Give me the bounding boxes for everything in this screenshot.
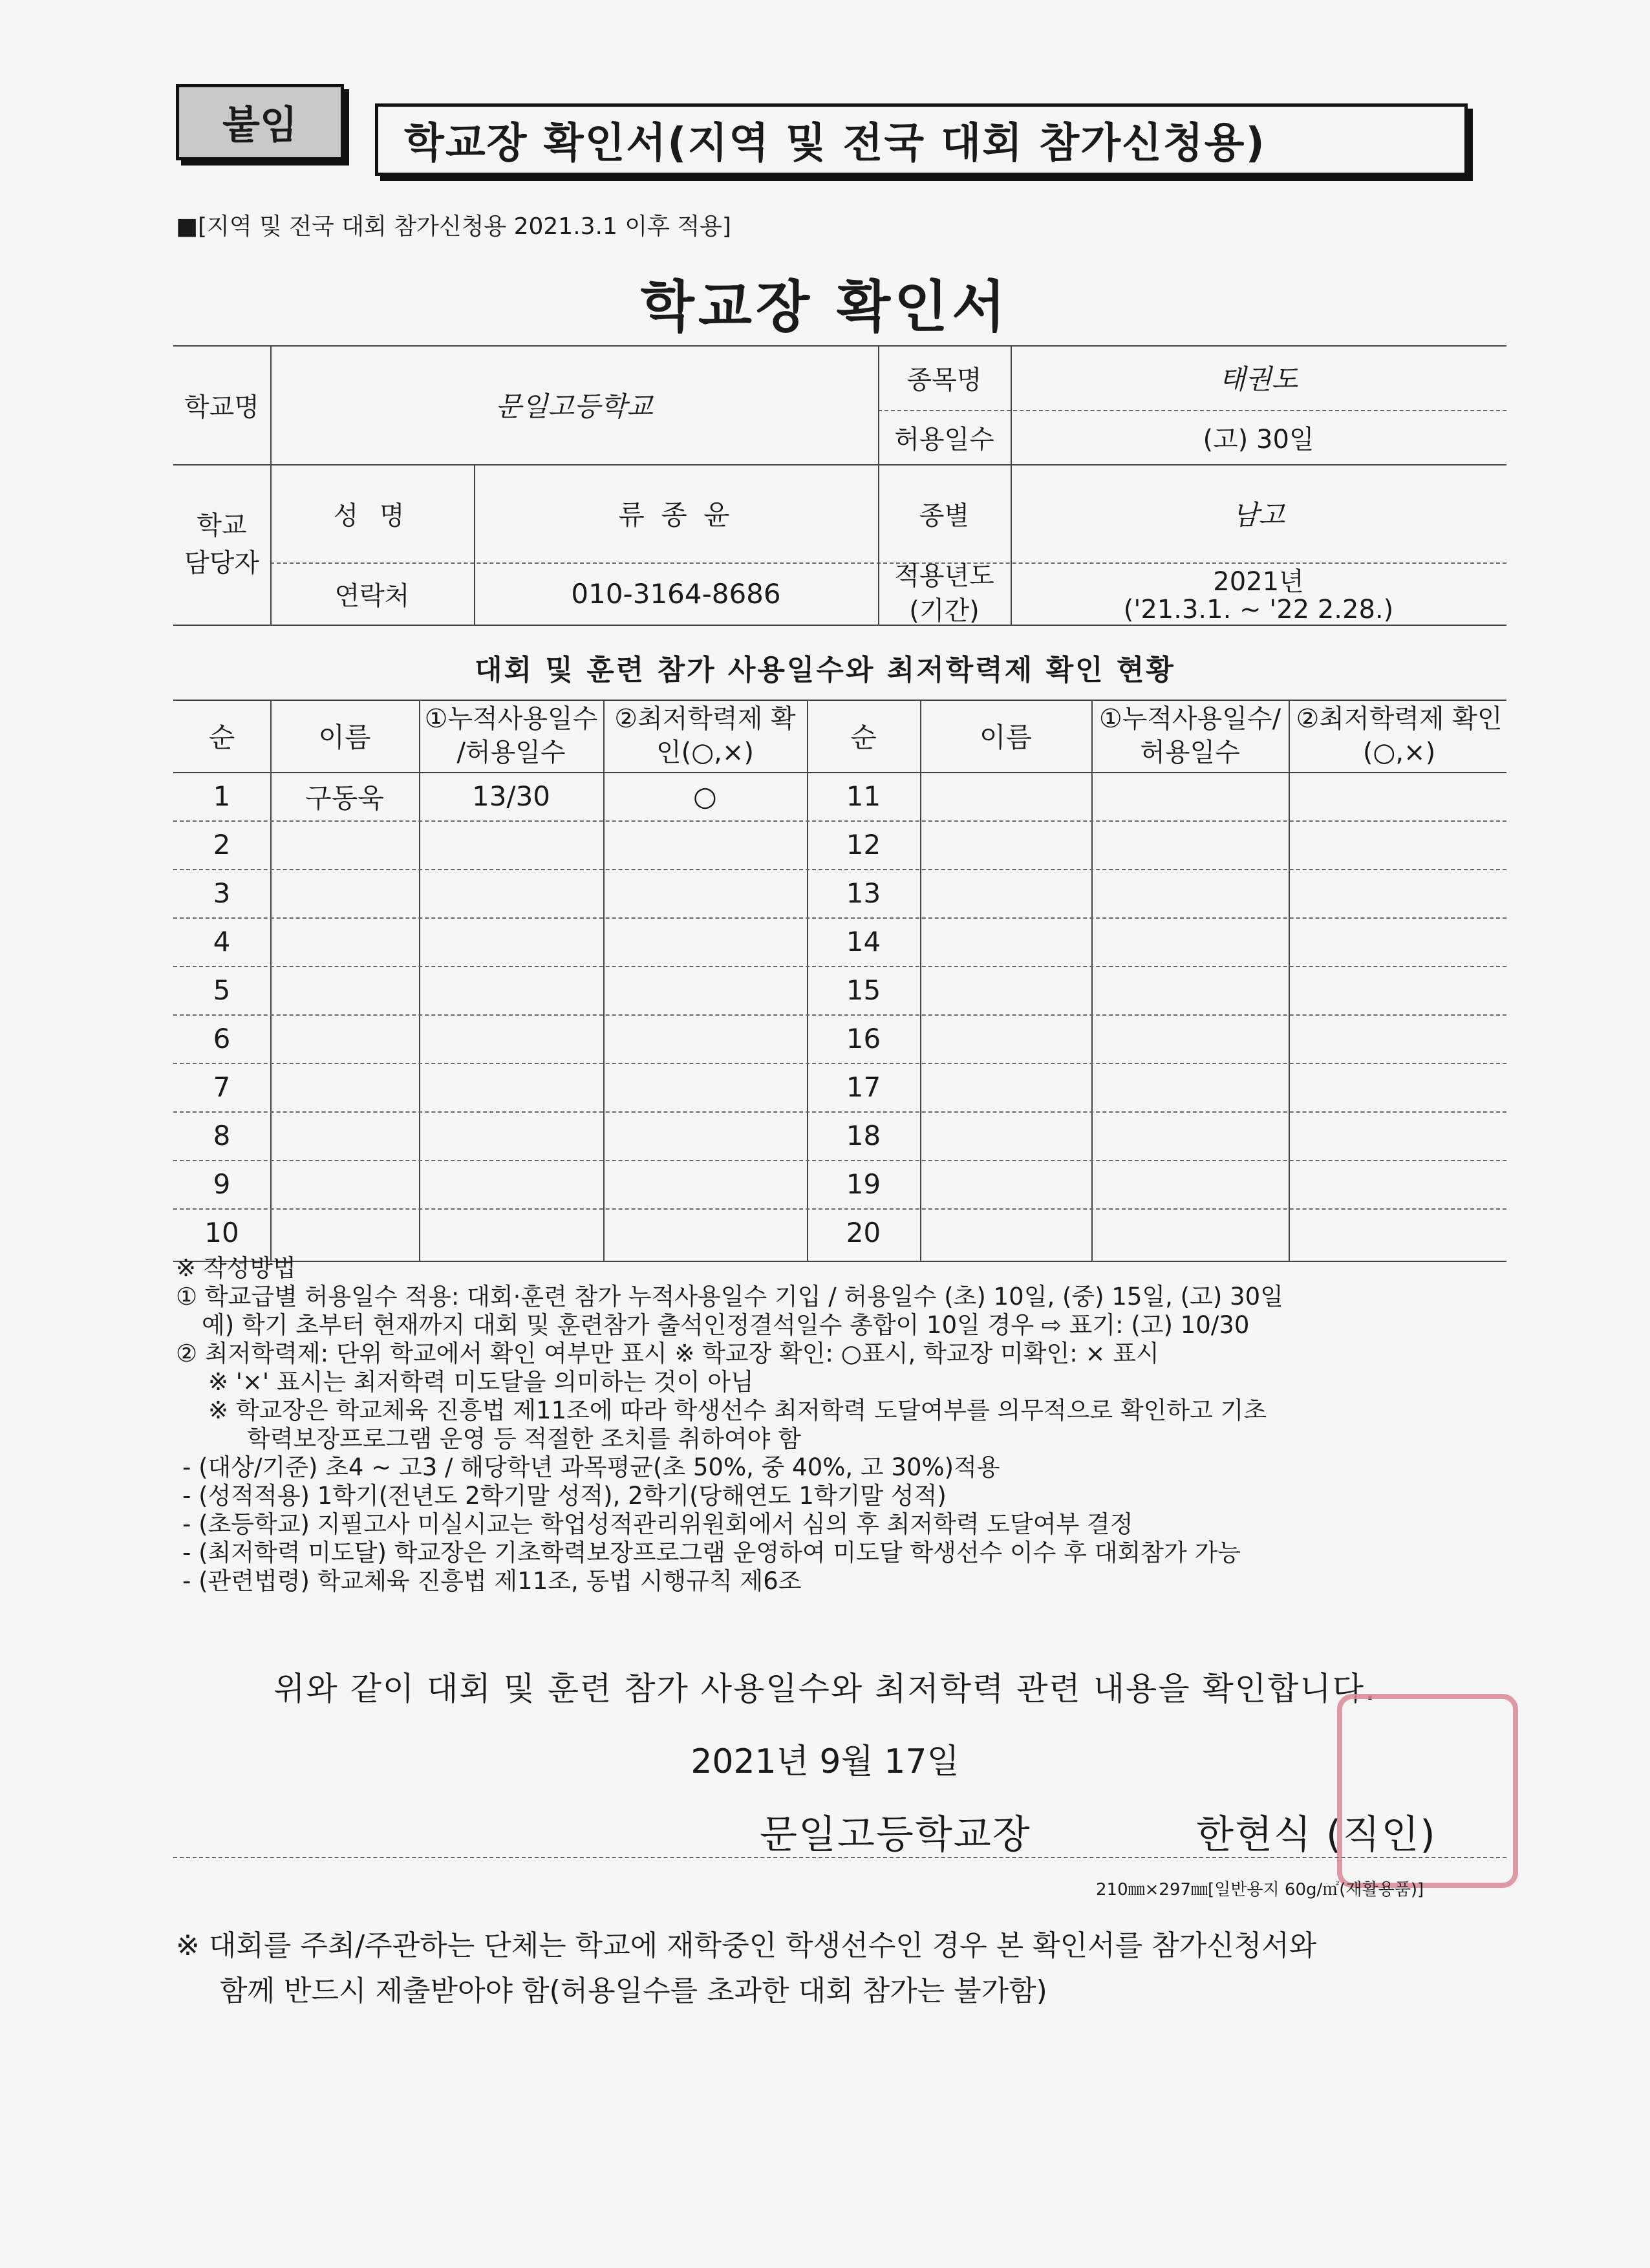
school-name-label: 학교명 xyxy=(184,392,259,422)
cell-right-days xyxy=(1091,1111,1289,1160)
instruction-line: 예) 학기 초부터 현재까지 대회 및 훈련참가 출석인정결석일수 총합이 10일 경우 ⇨ 표기: (고) 10/30 xyxy=(202,1311,1250,1339)
header-check-right: ②최저학력제 확인(○,×) xyxy=(1296,704,1503,767)
cell-left-days xyxy=(419,1014,603,1063)
cell-left-check xyxy=(603,1160,807,1208)
issue-date: 2021년 9월 17일 xyxy=(691,1742,959,1781)
cell-left-name xyxy=(270,966,419,1014)
category-label: 종별 xyxy=(919,500,970,531)
header-title: 학교장 확인서(지역 및 전국 대회 참가신청용) xyxy=(375,103,1468,176)
instruction-line: ※ 작성방법 xyxy=(176,1254,296,1282)
cell-right-check xyxy=(1289,966,1506,1014)
principal-school: 문일고등학교장 xyxy=(760,1812,1031,1857)
cell-left-seq: 10 xyxy=(204,1217,239,1248)
year-label: 적용년도 (기간) xyxy=(894,561,994,626)
cell-left-seq: 3 xyxy=(213,877,231,909)
header-days-left: ①누적사용일수 /허용일수 xyxy=(424,704,598,767)
allowed-days-label: 허용일수 xyxy=(894,424,994,455)
cell-left-check xyxy=(603,869,807,917)
cell-left-days xyxy=(419,1160,603,1208)
footer-line: 함께 반드시 제출받아야 함(허용일수를 초과한 대회 참가는 불가함) xyxy=(220,1974,1047,2007)
year-value: 2021년 xyxy=(1213,566,1304,597)
cell-right-check xyxy=(1289,820,1506,869)
cell-right-name xyxy=(920,966,1091,1014)
cell-left-seq: 5 xyxy=(213,974,231,1006)
cell-right-seq: 11 xyxy=(846,780,881,812)
instruction-line: ※ '×' 표시는 최저학력 미도달을 의미하는 것이 아님 xyxy=(208,1368,754,1396)
cell-left-name xyxy=(270,1063,419,1111)
cell-left-seq: 7 xyxy=(213,1071,231,1103)
cell-right-seq: 19 xyxy=(846,1168,881,1200)
cell-left-seq: 2 xyxy=(213,829,231,861)
cell-left-days xyxy=(419,1063,603,1111)
instruction-line: ※ 학교장은 학교체육 진흥법 제11조에 따라 학생선수 최저학력 도달여부를 의무적으로 확인하고 기초 xyxy=(208,1396,1267,1424)
instruction-line: ① 학교급별 허용일수 적용: 대회·훈련 참가 누적사용일수 기입 / 허용일수 (초) 10일, (중) 15일, (고) 30일 xyxy=(176,1283,1283,1311)
cell-right-name xyxy=(920,1063,1091,1111)
instruction-line: - (최저학력 미도달) 학교장은 기초학력보장프로그램 운영하여 미도달 학생선수 이수 후 대회참가 가능 xyxy=(182,1539,1241,1567)
cell-left-check xyxy=(603,1111,807,1160)
period-value: ('21.3.1. ~ '22 2.28.) xyxy=(1123,595,1394,625)
cell-right-days xyxy=(1091,1063,1289,1111)
contact-label: 연락처 xyxy=(334,581,410,611)
instructions xyxy=(176,1254,1508,1655)
cell-left-name xyxy=(270,1160,419,1208)
cell-right-days xyxy=(1091,966,1289,1014)
instruction-line: - (초등학교) 지필고사 미실시교는 학업성적관리위원회에서 심의 후 최저학력 도달여부 결정 xyxy=(182,1510,1133,1538)
cell-right-name xyxy=(920,917,1091,966)
cell-left-days xyxy=(419,966,603,1014)
info-table xyxy=(173,345,1506,626)
cell-left-days: 13/30 xyxy=(471,780,551,812)
cell-left-seq: 9 xyxy=(213,1168,231,1200)
cell-left-name xyxy=(270,1014,419,1063)
header-name-right: 이름 xyxy=(979,722,1033,753)
cell-left-name xyxy=(270,917,419,966)
cell-right-seq: 18 xyxy=(846,1120,881,1151)
official-seal-stamp xyxy=(1337,1694,1518,1888)
cell-right-check xyxy=(1289,772,1506,820)
cell-right-name xyxy=(920,869,1091,917)
cell-left-check: ○ xyxy=(693,780,717,812)
cell-right-name xyxy=(920,1160,1091,1208)
name-value: 류 종 윤 xyxy=(618,499,734,531)
cell-right-name xyxy=(920,1111,1091,1160)
header-check-left: ②최저학력제 확인(○,×) xyxy=(614,704,796,767)
name-label: 성 명 xyxy=(333,500,411,531)
instruction-line: ② 최저학력제: 단위 학교에서 확인 여부만 표시 ※ 학교장 확인: ○표시, 학교장 미확인: × 표시 xyxy=(176,1340,1159,1367)
cell-left-seq: 1 xyxy=(213,780,231,812)
instruction-line: 학력보장프로그램 운영 등 적절한 조치를 취하여야 함 xyxy=(247,1425,801,1453)
cell-left-days xyxy=(419,1111,603,1160)
attachment-badge: 붙임 xyxy=(176,84,344,160)
cell-left-check xyxy=(603,1063,807,1111)
cell-right-days xyxy=(1091,772,1289,820)
contact-value: 010-3164-8686 xyxy=(571,577,781,610)
cell-left-seq: 8 xyxy=(213,1120,231,1151)
cell-right-days xyxy=(1091,869,1289,917)
cell-left-name xyxy=(270,1208,419,1257)
cell-right-seq: 13 xyxy=(846,877,881,909)
principal-name: 한현식 (직인) xyxy=(1196,1812,1437,1857)
instruction-line: - (관련법령) 학교체육 진흥법 제11조, 동법 시행규칙 제6조 xyxy=(182,1567,802,1595)
cell-right-check xyxy=(1289,1208,1506,1257)
cell-right-check xyxy=(1289,1111,1506,1160)
cell-left-days xyxy=(419,869,603,917)
document-title: 학교장 확인서 xyxy=(640,275,1010,339)
applicability-note: ■[지역 및 전국 대회 참가신청용 2021.3.1 이후 적용] xyxy=(176,213,731,240)
cell-left-days xyxy=(419,917,603,966)
footer-note xyxy=(176,1923,1316,2014)
header-days-right: ①누적사용일수/ 허용일수 xyxy=(1098,704,1281,767)
cell-right-check xyxy=(1289,917,1506,966)
cell-right-name xyxy=(920,772,1091,820)
cell-left-check xyxy=(603,966,807,1014)
instruction-line: - (성적적용) 1학기(전년도 2학기말 성적), 2학기(당해연도 1학기말 성적) xyxy=(182,1482,947,1510)
cell-left-name: 구동욱 xyxy=(305,782,384,814)
status-section-title: 대회 및 훈련 참가 사용일수와 최저학력제 확인 현황 xyxy=(475,654,1175,687)
cell-right-check xyxy=(1289,1160,1506,1208)
cell-right-name xyxy=(920,820,1091,869)
category-value: 남고 xyxy=(1232,499,1285,531)
cell-right-seq: 16 xyxy=(846,1023,881,1054)
cell-left-name xyxy=(270,820,419,869)
cell-left-check xyxy=(603,820,807,869)
footer-line: ※ 대회를 주최/주관하는 단체는 학교에 재학중인 학생선수인 경우 본 확인서를 참가신청서와 xyxy=(176,1929,1317,1962)
sport-value: 태권도 xyxy=(1219,363,1298,395)
cell-right-seq: 12 xyxy=(846,829,881,861)
cell-right-days xyxy=(1091,820,1289,869)
cell-right-seq: 15 xyxy=(846,974,881,1006)
cell-left-check xyxy=(603,1014,807,1063)
paper-spec: 210㎜×297㎜[일반용지 60g/㎡(재활용품)] xyxy=(1096,1880,1424,1899)
cell-right-check xyxy=(1289,1063,1506,1111)
cell-right-days xyxy=(1091,1160,1289,1208)
cell-right-name xyxy=(920,1208,1091,1257)
cell-left-seq: 6 xyxy=(213,1023,231,1054)
allowed-days-value: (고) 30일 xyxy=(1203,424,1314,455)
cell-right-check xyxy=(1289,1014,1506,1063)
cell-right-check xyxy=(1289,869,1506,917)
participant-table xyxy=(173,700,1506,1262)
header-name-left: 이름 xyxy=(318,722,371,753)
cell-right-seq: 17 xyxy=(846,1071,881,1103)
cell-left-days xyxy=(419,1208,603,1257)
cell-right-days xyxy=(1091,1208,1289,1257)
cell-left-name xyxy=(270,869,419,917)
header-seq-right: 순 xyxy=(850,722,877,753)
school-name-value: 문일고등학교 xyxy=(495,390,653,422)
cell-left-seq: 4 xyxy=(213,926,231,957)
cell-right-seq: 14 xyxy=(846,926,881,957)
cell-right-days xyxy=(1091,917,1289,966)
cell-right-name xyxy=(920,1014,1091,1063)
instruction-line: - (대상/기준) 초4 ~ 고3 / 해당학년 과목평균(초 50%, 중 40%, 고 30%)적용 xyxy=(182,1453,1000,1481)
cell-left-days xyxy=(419,820,603,869)
confirmation-statement: 위와 같이 대회 및 훈련 참가 사용일수와 최저학력 관련 내용을 확인합니다. xyxy=(273,1670,1377,1707)
cell-right-days xyxy=(1091,1014,1289,1063)
header-seq-left: 순 xyxy=(208,722,235,753)
cell-left-check xyxy=(603,917,807,966)
cell-right-seq: 20 xyxy=(846,1217,881,1248)
cell-left-check xyxy=(603,1208,807,1257)
sport-label: 종목명 xyxy=(906,365,982,395)
cell-left-name xyxy=(270,1111,419,1160)
manager-label: 학교 담당자 xyxy=(184,511,259,578)
